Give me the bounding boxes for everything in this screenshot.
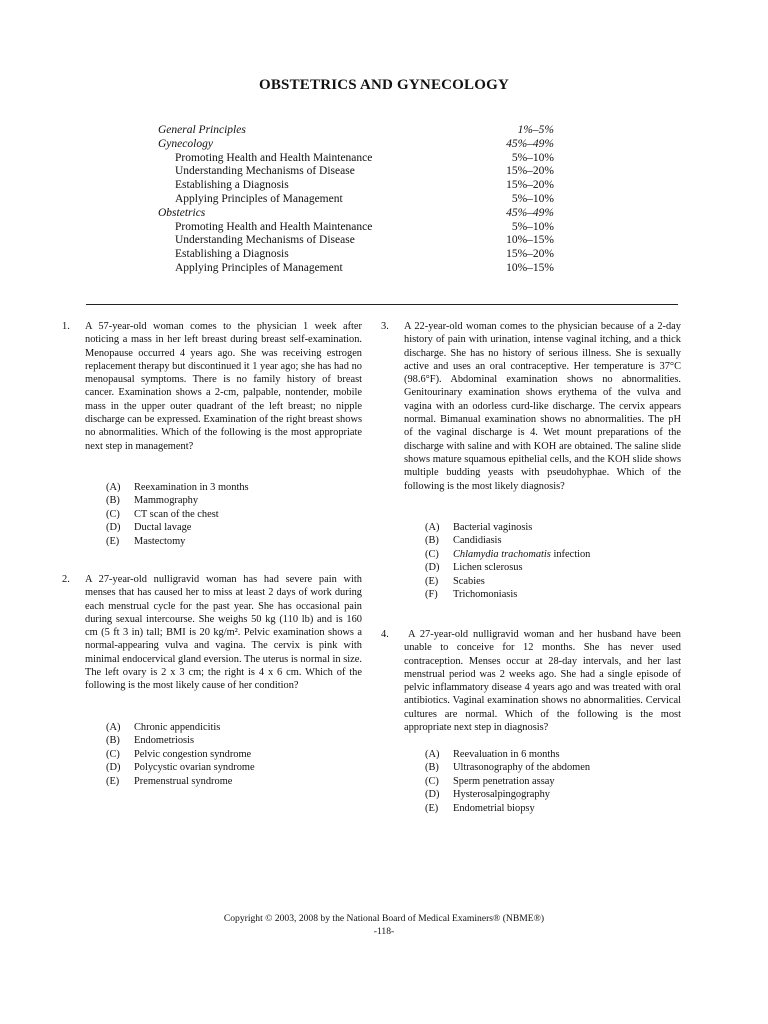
outline-percent: 5%–10% — [511, 192, 554, 205]
outline-label: Understanding Mechanisms of Disease — [175, 234, 355, 247]
option-text: Pelvic congestion syndrome — [134, 748, 252, 760]
outline-percent: 10%–15% — [506, 234, 554, 247]
section-divider — [86, 304, 678, 305]
outline-percent: 15%–20% — [506, 179, 554, 192]
option-text: Sperm penetration assay — [453, 775, 555, 787]
question-number: 3. — [381, 321, 389, 332]
outline-percent: 45%–49% — [506, 137, 554, 150]
option-letter: (C) — [425, 775, 439, 787]
option-letter: (A) — [425, 522, 440, 533]
page-title: OBSTETRICS AND GYNECOLOGY — [258, 77, 510, 93]
question-number: 2. — [62, 574, 70, 585]
option-text: Bacterial vaginosis — [453, 522, 533, 533]
outline-row — [158, 138, 554, 152]
option-letter: (E) — [425, 575, 439, 587]
option-text: Ultrasonography of the abdomen — [453, 762, 591, 774]
outline-label: Applying Principles of Management — [175, 192, 343, 205]
option-letter: (C) — [425, 548, 439, 560]
option-letter: (D) — [425, 562, 440, 574]
option-text: Ductal lavage — [134, 522, 192, 534]
option-letter: (C) — [106, 748, 120, 760]
outline-row — [158, 207, 554, 221]
organism-name: Chlamydia trachomatis — [453, 548, 551, 560]
outline-row — [158, 179, 554, 193]
outline-row — [158, 193, 554, 207]
outline-percent: 15%–20% — [506, 165, 554, 178]
option-text: Endometrial biopsy — [453, 802, 535, 814]
option-letter: (B) — [106, 735, 120, 747]
option-letter: (D) — [425, 789, 440, 801]
question-number: 1. — [62, 321, 70, 332]
question-stem: A 57-year-old woman comes to the physician 1 week after noticing a mass in her left breast during breast self-examination. Menopause occurred 4 years ago. She was receiving estrogen replacement therapy but discontinued it 1 year ago; she has had no menopausal symptoms. There is no family history of breast cancer. Examination shows a 2-cm, palpable, nontender, mobile mass in the upper outer quadrant of the left breast; no nipple discharge can be expressed. Examination of the right breast shows no abnormalities. Which of the following is the most appropriate next step in management? — [85, 321, 362, 452]
option-text: Polycystic ovarian syndrome — [134, 762, 255, 774]
option-text: Mammography — [134, 495, 199, 507]
option-letter: (C) — [106, 508, 120, 520]
option-letter: (A) — [425, 749, 440, 760]
option-text: Candidiasis — [453, 535, 502, 547]
option-text: Endometriosis — [134, 735, 195, 747]
outline-label: General Principles — [158, 124, 246, 136]
option-letter: (B) — [425, 535, 439, 547]
question-stem: A 27-year-old nulligravid woman and her husband have been unable to conceive for 12 months. She has never used contraception. Menses occur at 28-day intervals, and her last menstrual period was 2 weeks ago. She had a single episode of pelvic inflammatory disease 4 years ago and was treated with oral antibiotics. Vaginal examination shows no abnormalities. Cervical cultures are normal. Which of the following is the most appropriate next step in diagnosis? — [404, 629, 681, 734]
outline-label: Establishing a Diagnosis — [175, 179, 289, 192]
outline-label: Applying Principles of Management — [175, 261, 343, 274]
option-letter: (A) — [106, 482, 121, 493]
outline-row — [158, 262, 554, 276]
outline-label: Obstetrics — [158, 206, 206, 219]
outline-row — [158, 248, 554, 262]
outline-label: Establishing a Diagnosis — [175, 248, 289, 261]
option-text: Reexamination in 3 months — [134, 482, 249, 493]
option-letter: (E) — [106, 775, 120, 787]
outline-row — [158, 124, 554, 138]
outline-percent: 5%–10% — [511, 151, 554, 164]
option-letter: (B) — [425, 762, 439, 774]
option-letter: (E) — [106, 535, 120, 547]
option-text: Scabies — [453, 575, 485, 587]
option-letter: (D) — [106, 522, 121, 534]
option-letter: (A) — [106, 722, 121, 733]
question-number: 4. — [381, 629, 389, 640]
page-number: -118- — [373, 926, 395, 937]
outline-percent: 5%–10% — [511, 220, 554, 233]
outline-label: Gynecology — [158, 137, 213, 150]
question-stem: A 27-year-old nulligravid woman has had severe pain with menses that has caused her to miss at least 2 days of work during each menstrual cycle for the past year. She has occasional pain during sexual intercourse. She weighs 50 kg (110 lb) and is 160 cm (5 ft 3 in) tall; BMI is 20 kg/m². Pelvic examination shows a normal-appearing vulva and vagina. The cervix is pink with minimal endocervical gland eversion. The uterus is normal in size. The left ovary is 2 x 3 cm; the right is 4 x 6 cm. Which of the following is the most likely cause of her condition? — [85, 574, 362, 692]
option-text — [453, 548, 590, 561]
option-text-suffix: infection — [550, 548, 591, 560]
option-letter: (B) — [106, 495, 120, 507]
copyright-notice: Copyright © 2003, 2008 by the National Board of Medical Examiners® (NBME®) — [223, 913, 545, 924]
outline-percent: 15%–20% — [506, 248, 554, 261]
option-text: Chronic appendicitis — [134, 722, 221, 733]
option-text: Lichen sclerosus — [453, 562, 523, 574]
content-outline — [158, 124, 554, 276]
option-text: Hysterosalpingography — [453, 789, 550, 801]
outline-row — [158, 152, 554, 166]
outline-label: Promoting Health and Health Maintenance — [175, 220, 373, 233]
option-text: Trichomoniasis — [453, 588, 518, 600]
question-stem: A 22-year-old woman comes to the physician because of a 2-day history of pain with urination, intense vaginal itching, and a thick discharge. She has no history of serious illness. She is sexually active and uses an oral contraceptive. Her temperature is 37°C (98.6°F). Abdominal examination shows no abnormalities. Genitourinary examination shows erythema of the vulva and vagina with an odorless curd-like discharge. The cervix appears normal. Bimanual examination shows no abnormalities. The pH of the vaginal discharge is 4. Wet mount preparations of the discharge with saline and with KOH are obtained. The saline slide shows mature squamous epithelial cells, and the KOH slide shows multiple budding yeasts with pseudohyphae. Which of the following is the most likely diagnosis? — [404, 321, 681, 492]
outline-row — [158, 165, 554, 179]
outline-row — [158, 221, 554, 235]
outline-row — [158, 234, 554, 248]
outline-label: Promoting Health and Health Maintenance — [175, 151, 373, 164]
outline-percent: 45%–49% — [506, 206, 554, 219]
option-text: CT scan of the chest — [134, 508, 219, 520]
option-letter: (D) — [106, 762, 121, 774]
option-letter: (E) — [425, 802, 439, 814]
outline-percent: 1%–5% — [517, 124, 554, 136]
option-text: Mastectomy — [134, 535, 186, 547]
option-text: Premenstrual syndrome — [134, 775, 233, 787]
option-text: Reevaluation in 6 months — [453, 749, 560, 760]
option-letter: (F) — [425, 588, 438, 600]
outline-percent: 10%–15% — [506, 261, 554, 274]
outline-label: Understanding Mechanisms of Disease — [175, 165, 355, 178]
